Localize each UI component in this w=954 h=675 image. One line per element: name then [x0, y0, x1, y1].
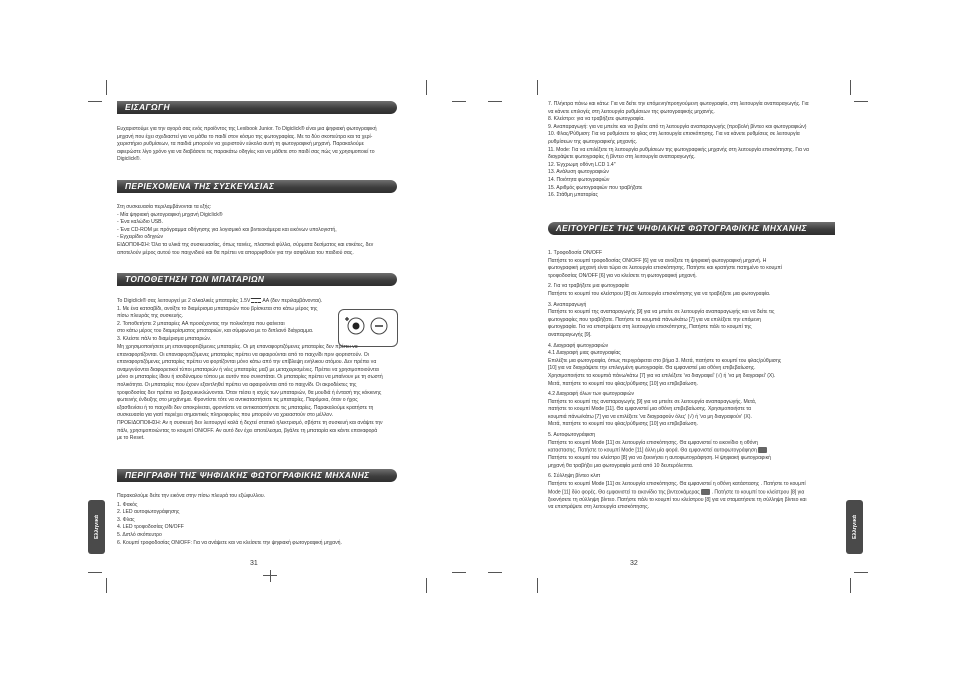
language-tab: Ελληνικά	[88, 500, 105, 554]
crop-mark	[854, 572, 868, 573]
crop-mark	[106, 80, 107, 95]
video-camera-icon	[701, 489, 710, 495]
crop-mark	[537, 80, 538, 95]
section-heading-batteries: ΤΟΠΟΘΕΤΗΣΗ ΤΩΝ ΜΠΑΤΑΡΙΩΝ	[117, 273, 397, 286]
battery-polarity-icon	[339, 310, 397, 346]
functions-text: 1. Τροφοδοσία ON/OFF Πατήστε το κουμπί τροφοδοσίας ON/OFF [6] για να ανοίξετε τη ψηφιακή φωτογραφική μηχανή. Η φωτογραφική μηχανή είναι τώρα σε λειτουργία επισκόπησης. Πατήστε και κρατήστε πατημένο το κουμπί τροφοδοσίας ON/OFF [6] για να κλείσετε τη φωτογραφική μηχανή. 2. Για να τραβήξετε μια φωτογραφία Πατήστε το κουμπί του κλείστρου [8] σε λειτουργία επισκόπησης για να τραβήξετε μια φωτογραφία. 3. Αναπαραγωγή Πατήστε το κουμπί της αναπαραγωγής [9] για να μπείτε σε λειτουργία αναπαραγωγής και να δείτε τις φωτογραφίες που τραβήξατε. Πατήστε τα κουμπιά πάνω/κάτω [7] για να επιλέξετε την επόμενη φωτογραφία. Για να επιστρέψετε στη λειτουργία επισκόπησης, Πατήστε πάλι το κουμπί της αναπαραγωγής [9]. 4. Διαγραφή φωτογραφιών 4.1 Διαγραφή μιας φωτογραφίας Επιλέξτε μια φωτογραφία, όπως περιγράφεται στο βήμα 3. Μετά, πατήστε το κουμπί του φλας/ρύθμισης [10] για να διαγράψετε την επιλεγμένη φωτογραφία. Θα εμφανιστεί μια οθόνη επιβεβαίωσης. Χρησιμοποιήστε τα κουμπιά πάνω/κάτω [7] για να επιλέξετε 'να διαγραφεί' (√) ή 'να μη διαγραφεί' (X). Μετά, πατήστε το κουμπί του φλας/ρύθμισης [10] για επιβεβαίωση. 4.2 Διαγραφή όλων των φωτογραφιών Πατήστε το κουμπί της αναπαραγωγής [9] για να μπείτε σε λειτουργία αναπαραγωγής. Μετά, πατήστε το κουμπί Mode [11]. Θα εμφανιστεί μια οθόνη επιβεβαίωσης. Χρησιμοποιήστε τα κουμπιά πάνω/κάτω [7] για να επιλέξετε 'να διαγραφούν όλες' (√) ή 'να μη διαγραφούν' (X). Μετά, πατήστε το κουμπί του φλας/ρύθμισης [10] για επιβεβαίωση. 5. Αυτοφωτογράφιση Πατήστε το κουμπί Mode [11] σε λειτουργία επισκόπησης. Θα εμφανιστεί το εικονίδιο η οθόνη καταστασης. Πατήστε το κουμπί Mode [11] άλλη μία φορά. Θα εμφανιστεί αυτοφωτογράφηση Πατήστε το κουμπί του κλείστρο [8] για να ξεκινήσει η αυτοφωτογράφηση. Η ψηφιακή φωτογραφική μηχανή θα τραβήξει μια φωτογραφία μετά από 10 δευτερόλεπτα. 6. Σύλληψη βίντεο κλιπ Πατήστε το κουμπί Mode [11] σε λειτουργία επισκόπησης. Θα εμφανιστεί η οθόνη κατάστασης . Πατήστε το κουμπί Mode [11] δύο φορές. Θα εμφανιστεί το εικονίδιο της βιντεοκάμερας . Πατήστε το κουμπί του κλείστρου [8] για ξεκινήσετε τη σύλληψη βίντεο. Πατήστε πάλι το κουμπί του κλείστρου [8] για να σταματήσετε τη σύλληψη βίντεο και να επιστρέψετε στη λειτουργία επισκόπησης.	[548, 250, 807, 511]
language-tab: Ελληνικά	[846, 500, 863, 554]
section-heading-intro: ΕΙΣΑΓΩΓΗ	[117, 101, 397, 114]
battery-diagram	[338, 309, 398, 347]
crop-mark	[88, 101, 102, 102]
crop-mark	[850, 80, 851, 95]
crop-mark	[270, 570, 271, 582]
crop-mark	[850, 578, 851, 593]
dc-symbol-icon	[251, 298, 261, 303]
crop-mark	[537, 578, 538, 593]
crop-mark	[488, 101, 502, 102]
page-number: 31	[250, 560, 258, 567]
batteries-intro: Το Digiclick® σας λειτουργεί με 2 αλκαλικές μπαταρίες 1.5V AA (δεν περιλαμβάνονται). 1. Με ένα κατσαβίδι, ανοίξτε το διαμέρισμα μπαταριών που βρίσκεται στο κάτω μέρος της πίσω πλευράς της συσκευής. 2. Τοποθετήστε 2 μπαταρίες AA προσέχοντας την πολικότητα που φαίνεται στο κάτω μέρος του διαμερίσματος μπαταριών, και σύμφωνα με το διπλανό διάγραμμα. 3. Κλείστε πάλι το διαμέρισμα μπαταριών.	[117, 298, 323, 342]
component-list: 7. Πλήκτρα πάνω και κάτω: Για να δείτε την επόμενη/προηγούμενη φωτογραφία, στη λειτουργία αναπαραγωγής. Για να κάνετε επιλογές στη λειτουργία ρυθμίσεων της φωτογραφικής μηχανής. 8. Κλείστρο: για να τραβήξετε φωτογραφία. 9. Αναπαραγωγή: για να μπείτε και να βγείτε από τη λειτουργία αναπαραγωγής (προβολή βίντεο και φωτογραφιών) 10. Φλας/Ρύθμιση: Για να ρυθμίσετε το φλας στη λειτουργία επισκόπησης. Για να κάνετε ρυθμίσεις σε λειτουργία ρυθμίσεων της φωτογραφικής μηχανής. 11. Mode: Για να επιλέξετε τη λειτουργία ρυθμίσεων της φωτογραφικής μηχανής στη λειτουργία επισκόπησης. Για να διαγράψετε φωτογραφίες ή βίντεο στη λειτουργία αναπαραγωγής. 12. Έγχρωμη οθόνη LCD 1.4" 13. Ανάλυση φωτογραφιών 14. Ποιότητα φωτογραφιών 15. Αριθμός φωτογραφιών που τραβήξατε 16. Στάθμη μπαταρίας	[548, 101, 809, 199]
self-timer-icon	[758, 447, 767, 453]
intro-text: Ευχαριστούμε για την αγορά σας ενός προϊόντος της Lexibook Junior. Το Digiclick® είναι μια ψηφιακή φωτογραφική μηχανή που έχει σχεδιαστεί για να μάθει το παιδί στον κόσμο της φωτογραφίας. Με τα δύο σκοπεύτρα και τα χερί- χειριστήριο ρυθμίσεων, τα παιδιά μπορούν να χειριστούν εύκολα αυτή τη φωτογραφική μηχανή. Παρακαλούμε αφιερώστε λίγο χρόνο για να διαβάσετε τις παρακάτω οδηγίες και να μάθετε στο παιδί σας πώς να χρησιμοποιεί το Digiclick®.	[117, 126, 377, 163]
page-number: 32	[630, 560, 638, 567]
crop-mark	[426, 578, 427, 593]
crop-mark	[854, 101, 868, 102]
section-heading-functions: ΛΕΙΤΟΥΡΓΙΕΣ ΤΗΣ ΨΗΦΙΑΚΗΣ ΦΩΤΟΓΡΑΦΙΚΗΣ ΜΗΧΑΝΗΣ	[548, 222, 835, 235]
contents-text: Στη συσκευασία περιλαμβάνονται τα εξής: - Μία ψηφιακή φωτογραφική μηχανή Digiclick® - Ένα καλώδιο USB. - Ένα CD-ROM με πρόγραμμα οδήγησης για λογισμικό και βιντεοκάμερα και εικόνων υπολογιστή, - Εγχειρίδιο οδηγιών ΕΙΔΟΠΟΙΗΣΗ: Όλα τα υλικά της συσκευασίας, όπως ταινίες, πλαστικά φύλλα, σύρματα δεσίματος και ετικέτες, δεν αποτελούν μέρος αυτού του παιχνιδιού και θα πρέπει να απορριφθούν για την ασφάλεια του παιδιού σας.	[117, 204, 374, 256]
crop-mark	[488, 572, 502, 573]
description-text: Παρακαλούμε δείτε την εικόνα στην πίσω πλευρά του εξώφυλλου. 1. Φακός 2. LED αυτοφωτογράφησης 3. Φλας 4. LED τροφοδοσίας ON/OFF 5. Διπλό σκόπευτρο 6. Κουμπί τροφοδοσίας ON/OFF: Για να ανάψετε και να κλείσετε την ψηφιακή φωτογραφική μηχανή.	[117, 493, 342, 546]
crop-mark	[88, 572, 102, 573]
crop-mark	[452, 101, 466, 102]
crop-mark	[106, 578, 107, 593]
crop-mark	[452, 572, 466, 573]
batteries-warning-text: Μη χρησιμοποιήσετε μη επαναφορτιζόμενες μπαταρίες. Οι μη επαναφορτιζόμενες μπαταρίες δεν πρέπει να επαναφορτίζονται. Οι επαναφορτιζόμενες μπαταρίες πρέπει να αφαιρούνται από το παιχνίδι πριν φορτιστούν. Οι επαναφορτιζόμενες μπαταρίες πρέπει να φορτίζονται μόνο κάτω από την επίβλεψη ενήλικου ατόμου. Δεν πρέπει να αναμιγνύονται διαφορετικοί τύποι μπαταριών ή νέες μπαταρίες μαζί με μεταχειρισμένες. Πρέπει να χρησιμοποιούνται μόνο οι μπαταρίες ίδιου ή ισοδύναμου τύπου με αυτόν που συνιστάται. Οι μπαταρίες πρέπει να μπαίνουν με τη σωστή πολικότητα. Οι μπαταρίες που έχουν εξαντληθεί πρέπει να αφαιρούνται από το παιχνίδι. Οι ακροδέκτες της τροφοδοσίας δεν πρέπει να βραχυκυκλώνονται. Όταν πέσει η ισχύς των μπαταριών, θα μουδιά ή έντασή της κόκκινης φωτεινής ένδειξης στο μηχάνημα. Φροντίστε τότε να αντικαταστήσετε τις μπαταρίες. Παρόμοια, όταν ο ήχος εξασθενίσει ή το παιχνίδι δεν αποκρίνεται, φροντίστε να αντικαταστήσετε τις μπαταρίες. Παρακαλούμε κρατήστε τη συσκευασία για γιατί περιέχει σημαντικές πληροφορίες που μπορούν να χρειαστούν στο μέλλον. ΠΡΟΕΙΔΟΠΟΙΗΣΗ: Αν η συσκευή δεν λειτουργεί καλά ή δεχτεί στατικό ηλεκτρισμό, σβήστε τη συσκευή και ανάψτε την πάλι, χρησιμοποιώντας το κουμπί ON/OFF. Αν αυτό δεν έχει αποτέλεσμα, βγάλτε τη μπαταρία και κάντε επαναφορά με το Reset.	[117, 344, 383, 442]
section-heading-contents: ΠΕΡΙΕΧΟΜΕΝΑ ΤΗΣ ΣΥΣΚΕΥΑΣΙΑΣ	[117, 180, 397, 193]
crop-mark	[426, 80, 427, 95]
section-heading-description: ΠΕΡΙΓΡΑΦΗ ΤΗΣ ΨΗΦΙΑΚΗΣ ΦΩΤΟΓΡΑΦΙΚΗΣ ΜΗΧΑΝΗΣ	[117, 469, 397, 482]
